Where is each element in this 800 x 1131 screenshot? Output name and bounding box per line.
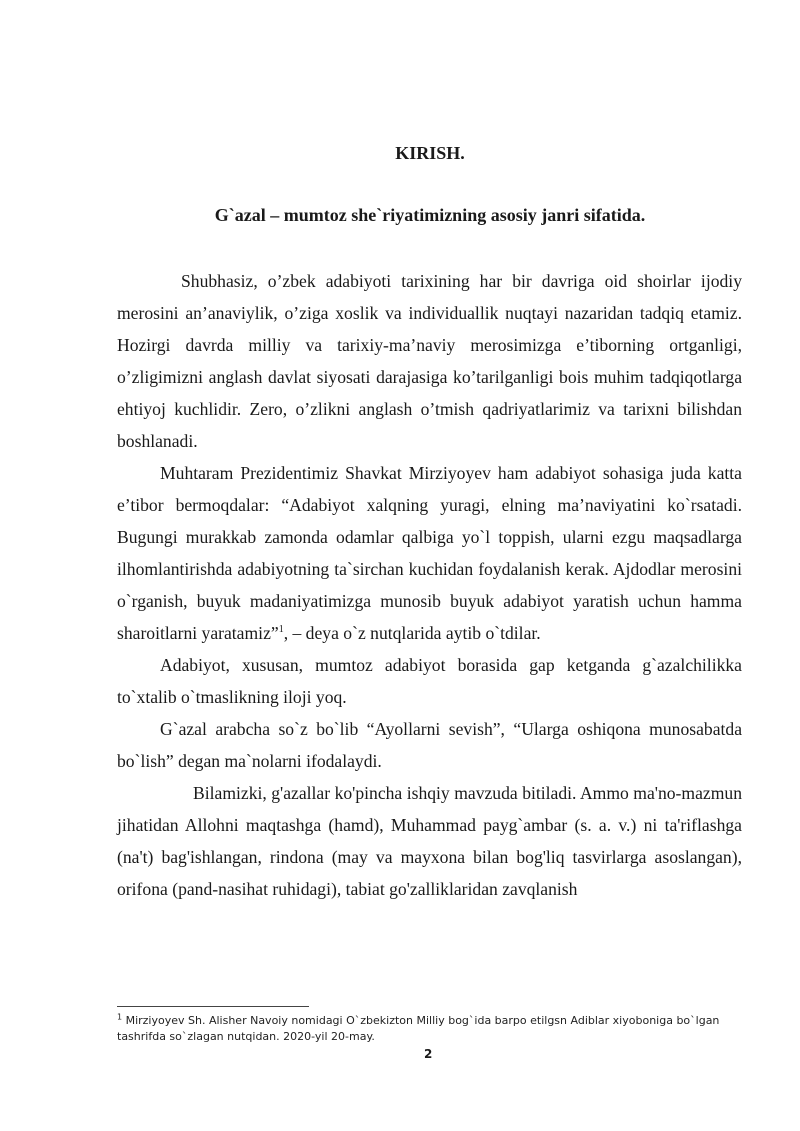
paragraph-2 xyxy=(117,457,742,649)
paragraph-3: Adabiyot, xususan, mumtoz adabiyot borasida gap ketganda g`azalchilikka to`xtalib o`tmaslikning iloji yoq. xyxy=(117,655,742,707)
section-subtitle: G`azal – mumtoz she`riyatimizning asosiy janri sifatida. xyxy=(214,205,646,225)
section-title: KIRISH. xyxy=(395,143,465,163)
footnote xyxy=(117,1013,737,1045)
paragraph-1: Shubhasiz, o’zbek adabiyoti tarixining har bir davriga oid shoirlar ijodiy merosini an’anaviylik, o’ziga xoslik va individuallik nuqtayi nazaridan tadqiq etamiz. Hozirgi davrda milliy va tarixiy-ma’naviy merosimizga e’tiborning ortganligi, o’zligimizni anglash davlat siyosati darajasiga ko’tarilganligi bois muhim tadqiqotlarga ehtiyoj kuchlidir. Zero, o’zlikni anglash o’tmish qadriyatlarimiz va tarixni bilishdan boshlanadi. xyxy=(117,271,742,451)
paragraph-2-text-start: Muhtaram Prezidentimiz Shavkat Mirziyoyev ham adabiyot sohasiga juda katta e’tibor bermoqdalar: “Adabiyot xalqning yuragi, elning ma’naviyatini ko`rsatadi. Bugungi murakkab zamonda odamlar qalbiga yo`l toppish, ularni ezgu maqsadlarga ilhomlantirishda adabiyotning ta`sirchan kuchidan foydalanish kerak. Ajdodlar merosini o`rganish, buyuk madaniyatimizga munosib buyuk adabiyot yaratish uchun hamma sharoitlarni yaratamiz” xyxy=(117,463,742,643)
footnote-reference: 1 xyxy=(278,624,284,636)
body-text xyxy=(117,265,742,905)
footnote-text: Mirziyoyev Sh. Alisher Navoiy nomidagi O`zbekizton Milliy bog`ida barpo etilgsn Adiblar xiyoboniga bo`lgan tashrifda so`zlagan nutqidan. 2020-yil 20-may. xyxy=(117,1014,720,1043)
page-number: 2 xyxy=(424,1047,433,1061)
footnote-marker: 1 xyxy=(117,1012,123,1022)
paragraph-4: G`azal arabcha so`z bo`lib “Ayollarni sevish”, “Ularga oshiqona munosabatda bo`lish” degan ma`nolarni ifodalaydi. xyxy=(117,719,742,771)
footnote-divider xyxy=(117,1006,309,1007)
paragraph-5: Bilamizki, g'azallar ko'pincha ishqiy mavzuda bitiladi. Ammo ma'no-mazmun jihatidan Allohni maqtashga (hamd), Muhammad payg`ambar (s. a. v.) ni ta'riflashga (na't) bag'ishlangan, rindona (may va mayxona bilan bog'liq tasvirlarga asoslangan), orifona (pand-nasihat ruhidagi), tabiat go'zalliklaridan zavqlanish xyxy=(117,783,742,899)
paragraph-2-text-end: , – deya o`z nutqlarida aytib o`tdilar. xyxy=(283,623,541,643)
